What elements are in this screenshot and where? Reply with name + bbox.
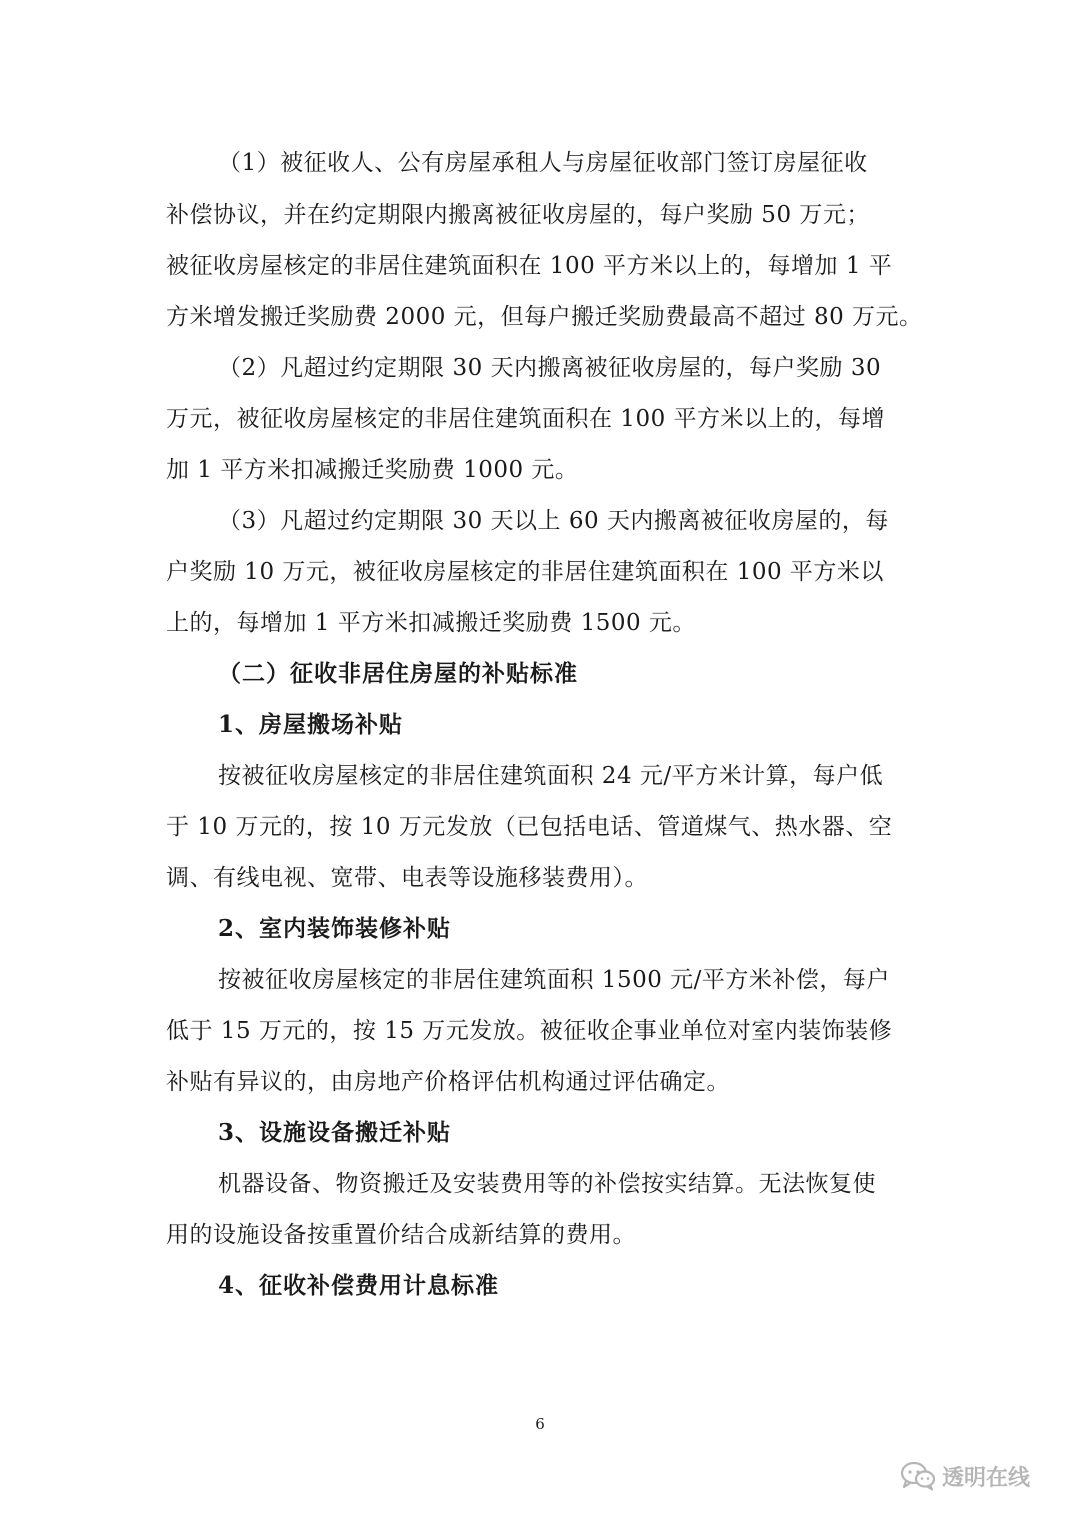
item1-line-1: （1）被征收人、公有房屋承租人与房屋征收部门签订房屋征收 [218, 150, 868, 176]
sub3-line-2: 用的设施设备按重置价结合成新结算的费用。 [166, 1222, 636, 1248]
item3-line-2: 户奖励 10 万元，被征收房屋核定的非居住建筑面积在 100 平方米以 [166, 559, 884, 585]
sub2-line-2: 低于 15 万元的，按 15 万元发放。被征收企事业单位对室内装饰装修 [166, 1018, 893, 1044]
watermark-text: 透明在线 [942, 1465, 1031, 1491]
item2-line-2: 万元，被征收房屋核定的非居住建筑面积在 100 平方米以上的，每增 [166, 406, 886, 432]
sub1-line-2: 于 10 万元的，按 10 万元发放（已包括电话、管道煤气、热水器、空 [166, 814, 893, 840]
item3-line-1: （3）凡超过约定期限 30 天以上 60 天内搬离被征收房屋的，每 [218, 508, 889, 534]
item2-line-1: （2）凡超过约定期限 30 天内搬离被征收房屋的，每户奖励 30 [218, 355, 882, 381]
wechat-icon [900, 1461, 936, 1491]
sub1-line-1: 按被征收房屋核定的非居住建筑面积 24 元/平方米计算，每户低 [218, 763, 884, 789]
item1-line-2: 补偿协议，并在约定期限内搬离被征收房屋的，每户奖励 50 万元； [166, 202, 870, 228]
sub3-line-1: 机器设备、物资搬迁及安装费用等的补偿按实结算。无法恢复使 [218, 1171, 876, 1197]
sub1-heading: 1、房屋搬场补贴 [218, 711, 404, 738]
item1-line-4: 方米增发搬迁奖励费 2000 元，但每户搬迁奖励费最高不超过 80 万元。 [166, 304, 923, 330]
sub2-heading: 2、室内装饰装修补贴 [218, 915, 452, 942]
sub1-line-3: 调、有线电视、宽带、电表等设施移装费用）。 [166, 865, 648, 891]
sub4-heading: 4、征收补偿费用计息标准 [218, 1272, 500, 1299]
item2-line-3: 加 1 平方米扣减搬迁奖励费 1000 元。 [166, 457, 579, 483]
sub3-heading: 3、设施设备搬迁补贴 [218, 1119, 452, 1146]
page-number: 6 [535, 1415, 545, 1433]
sub2-line-1: 按被征收房屋核定的非居住建筑面积 1500 元/平方米补偿，每户 [218, 967, 890, 993]
item1-line-3: 被征收房屋核定的非居住建筑面积在 100 平方米以上的，每增加 1 平 [166, 253, 893, 279]
watermark [900, 1458, 1030, 1494]
sub2-line-3: 补贴有异议的，由房地产价格评估机构通过评估确定。 [166, 1069, 730, 1095]
section-heading: （二）征收非居住房屋的补贴标准 [218, 660, 578, 687]
item3-line-3: 上的，每增加 1 平方米扣减搬迁奖励费 1500 元。 [166, 610, 696, 636]
